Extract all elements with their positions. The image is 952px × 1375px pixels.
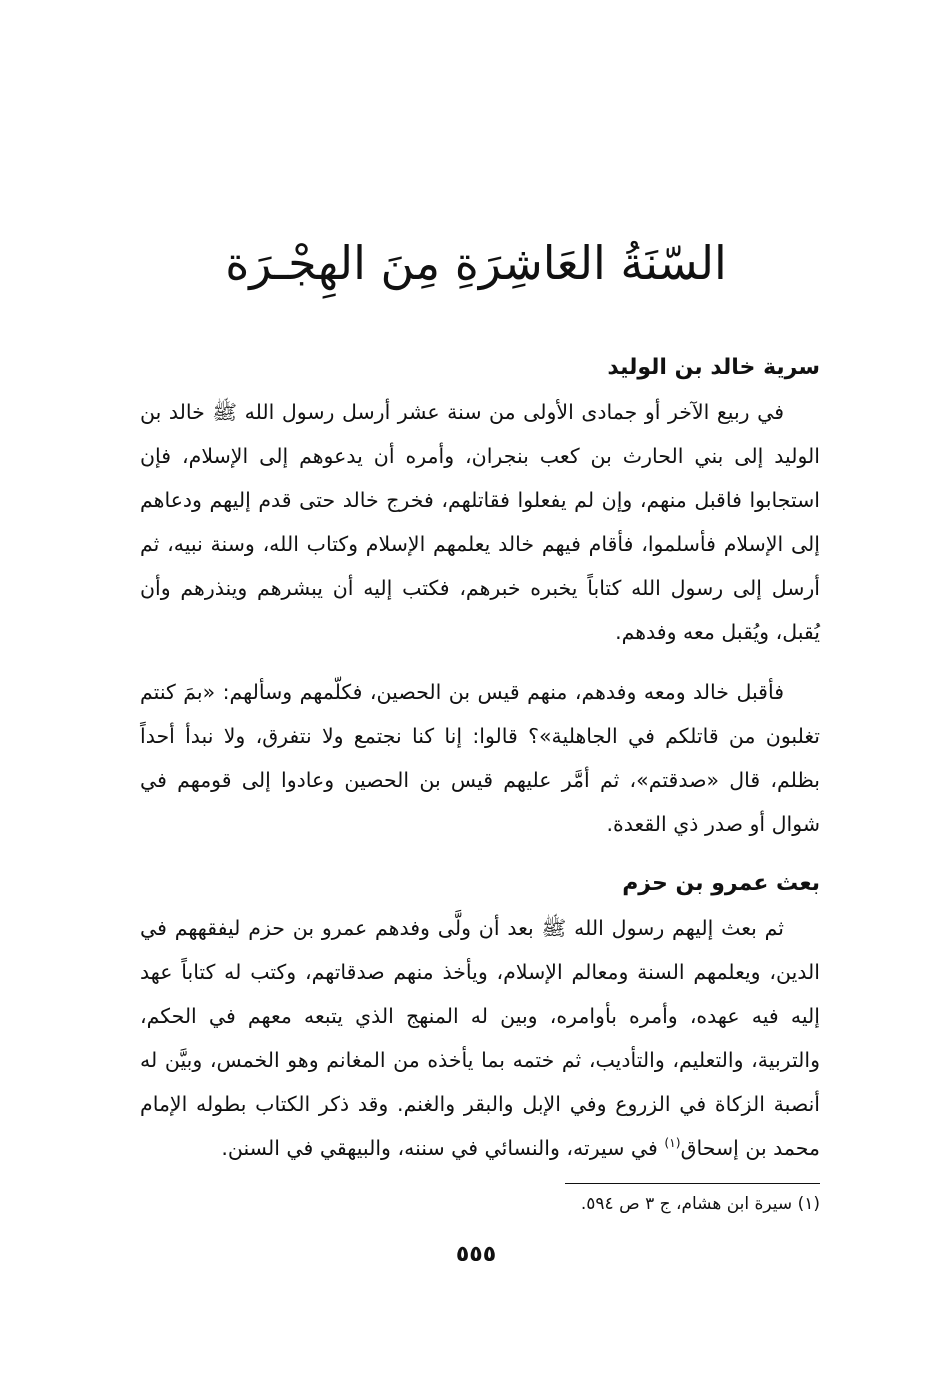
- paragraph: [140, 906, 820, 1170]
- page-body: [140, 346, 820, 1170]
- section-khalid: [140, 346, 820, 846]
- paragraph-text: ثم بعث إليهم رسول الله ﷺ بعد أن ولَّى وفدهم عمرو بن حزم ليفقههم في الدين، ويعلمهم السنة ومعالم الإسلام، ويأخذ منهم صدقاتهم، وكتب له كتاباً عهد إليه فيه عهده، وأمره بأوامره، وبين له المنهج الذي يتبعه معهم في الحكم، والتربية، والتعليم، والتأديب، ثم ختمه بما يأخذه من المغانم وهو الخمس، وبيَّن له أنصبة الزكاة في الزروع وفي الإبل والبقر والغنم. وقد ذكر الكتاب بطوله الإمام محمد بن إسحاق: [140, 916, 820, 1160]
- section-amr: [140, 862, 820, 1170]
- paragraph-tail: في سيرته، والنسائي في سننه، والبيهقي في السنن.: [221, 1136, 665, 1160]
- paragraph: فأقبل خالد ومعه وفدهم، منهم قيس بن الحصين، فكلّمهم وسألهم: «بمَ كنتم تغلبون من قاتلكم في الجاهلية»؟ قالوا: إنا كنا نجتمع ولا نتفرق، ولا نبدأ أحداً بظلم، قال «صدقتم»، ثم أمَّر عليهم قيس بن الحصين وعادوا إلى قومهم في شوال أو صدر ذي القعدة.: [140, 680, 820, 836]
- section-gap: [140, 846, 820, 862]
- section-heading: سرية خالد بن الوليد: [607, 355, 820, 380]
- footnote: (١) سيرة ابن هشام، ج ٣ ص ٥٩٤.: [580, 1194, 820, 1214]
- section-heading: بعث عمرو بن حزم: [622, 871, 820, 896]
- paragraph: في ربيع الآخر أو جمادى الأولى من سنة عشر أرسل رسول الله ﷺ خالد بن الوليد إلى بني الحارث بن كعب بنجران، وأمره أن يدعوهم إلى الإسلام، فإن استجابوا فاقبل منهم، وإن لم يفعلوا فقاتلهم، فخرج خالد حتى قدم إليهم ودعاهم إلى الإسلام فأسلموا، فأقام فيهم خالد يعلمهم الإسلام وكتاب الله، وسنة نبيه، ثم أرسل إلى رسول الله كتاباً يخبره خبرهم، فكتب إليه أن يبشرهم وينذرهم وأن يُقبل، ويُقبل معه وفدهم.: [140, 400, 820, 644]
- paragraph-gap: [140, 654, 820, 670]
- page-number: ٥٥٥: [455, 1242, 497, 1267]
- footnote-reference[interactable]: (١): [664, 1136, 681, 1151]
- chapter-title: السّنَةُ العَاشِرَةِ مِنَ الهِجْـرَة: [225, 236, 727, 290]
- footnote-divider: [565, 1183, 820, 1184]
